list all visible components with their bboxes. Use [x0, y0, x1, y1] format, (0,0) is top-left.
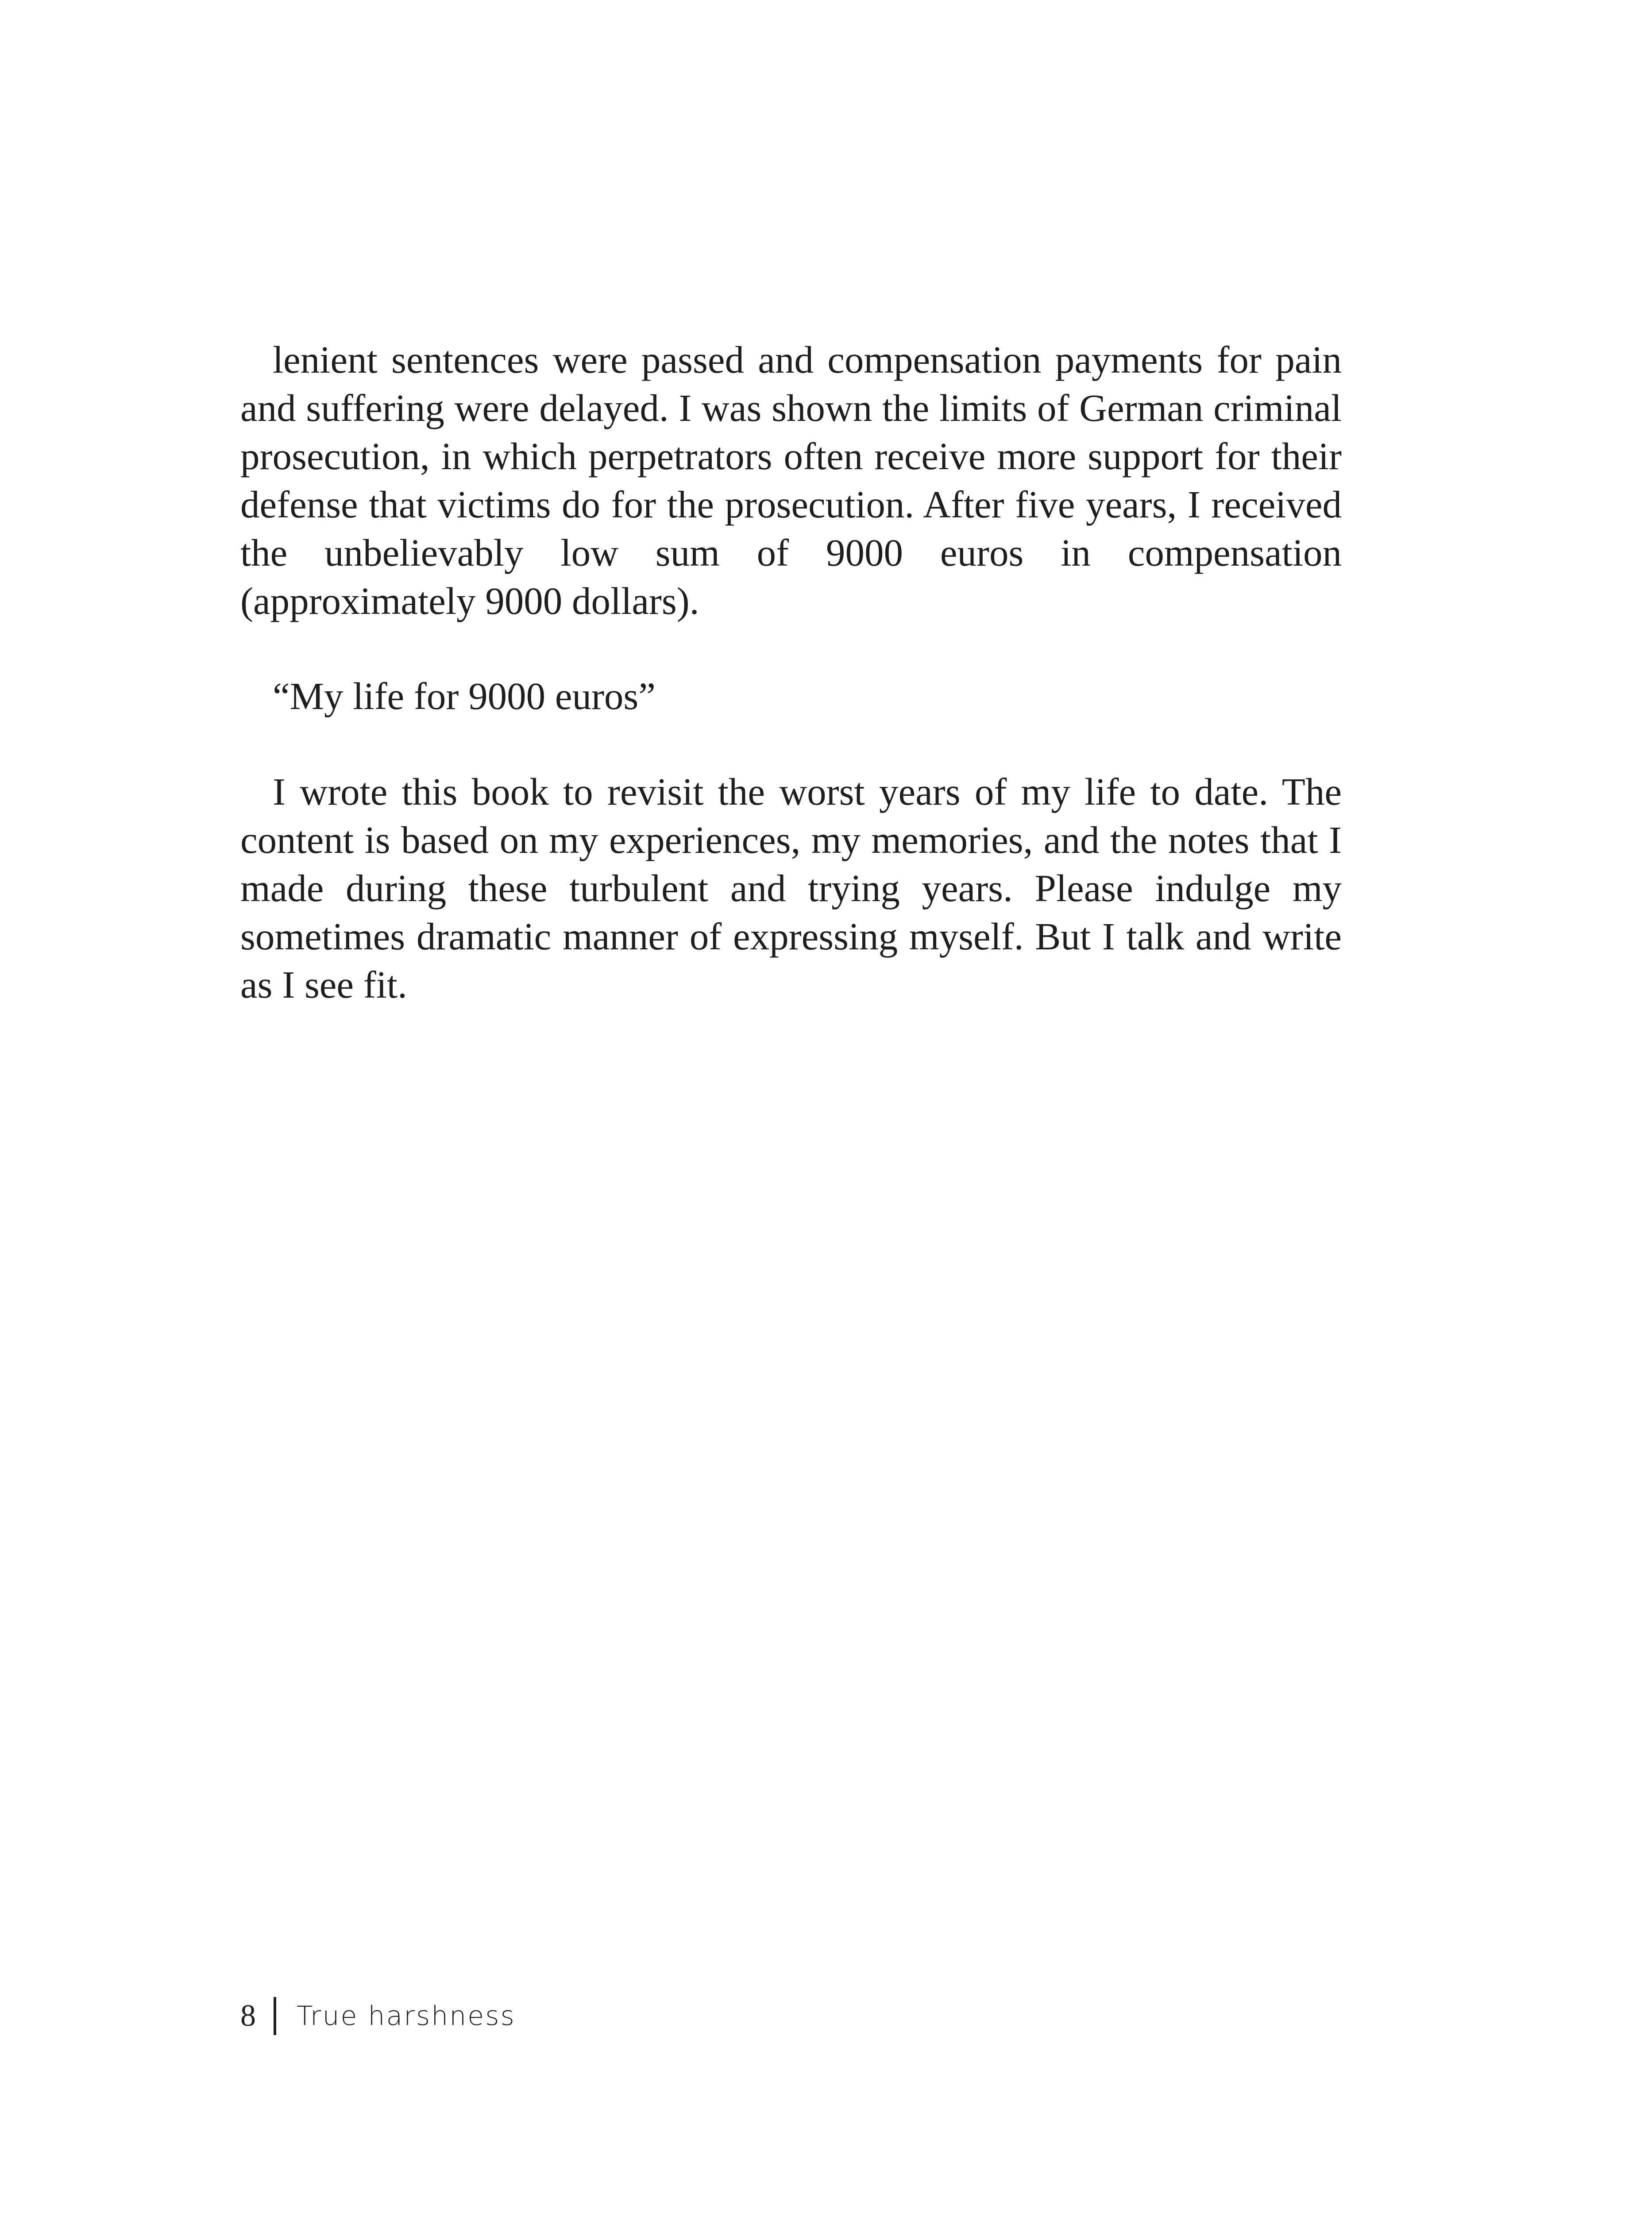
body-paragraph-1 — [240, 335, 1342, 625]
running-title: True harshness — [297, 2001, 516, 2032]
page-number: 8 — [240, 1999, 256, 2033]
footer-divider — [274, 1997, 276, 2035]
paragraph-text: lenient sentences were passed and compensation payments for pain and suffering were delayed. I was shown the limits of German criminal prosecution, in which perpetrators often receive more support for their defense that victims do for the prosecution. After five years, I received the unbelievably low sum of 9000 euros in compensation (approximately 9000 dollars). — [240, 338, 1342, 622]
quote-text: “My life for 9000 euros” — [273, 675, 656, 717]
body-paragraph-2 — [240, 767, 1342, 1009]
paragraph-text: I wrote this book to revisit the worst years of my life to date. The content is based on my experiences, my memories, and the notes that I made during these turbulent and trying years. Please indulge my sometimes dramatic manner of expressing myself. But I talk and write as I see fit. — [240, 770, 1342, 1006]
quote-line — [240, 672, 1342, 720]
page-footer — [240, 1994, 516, 2038]
